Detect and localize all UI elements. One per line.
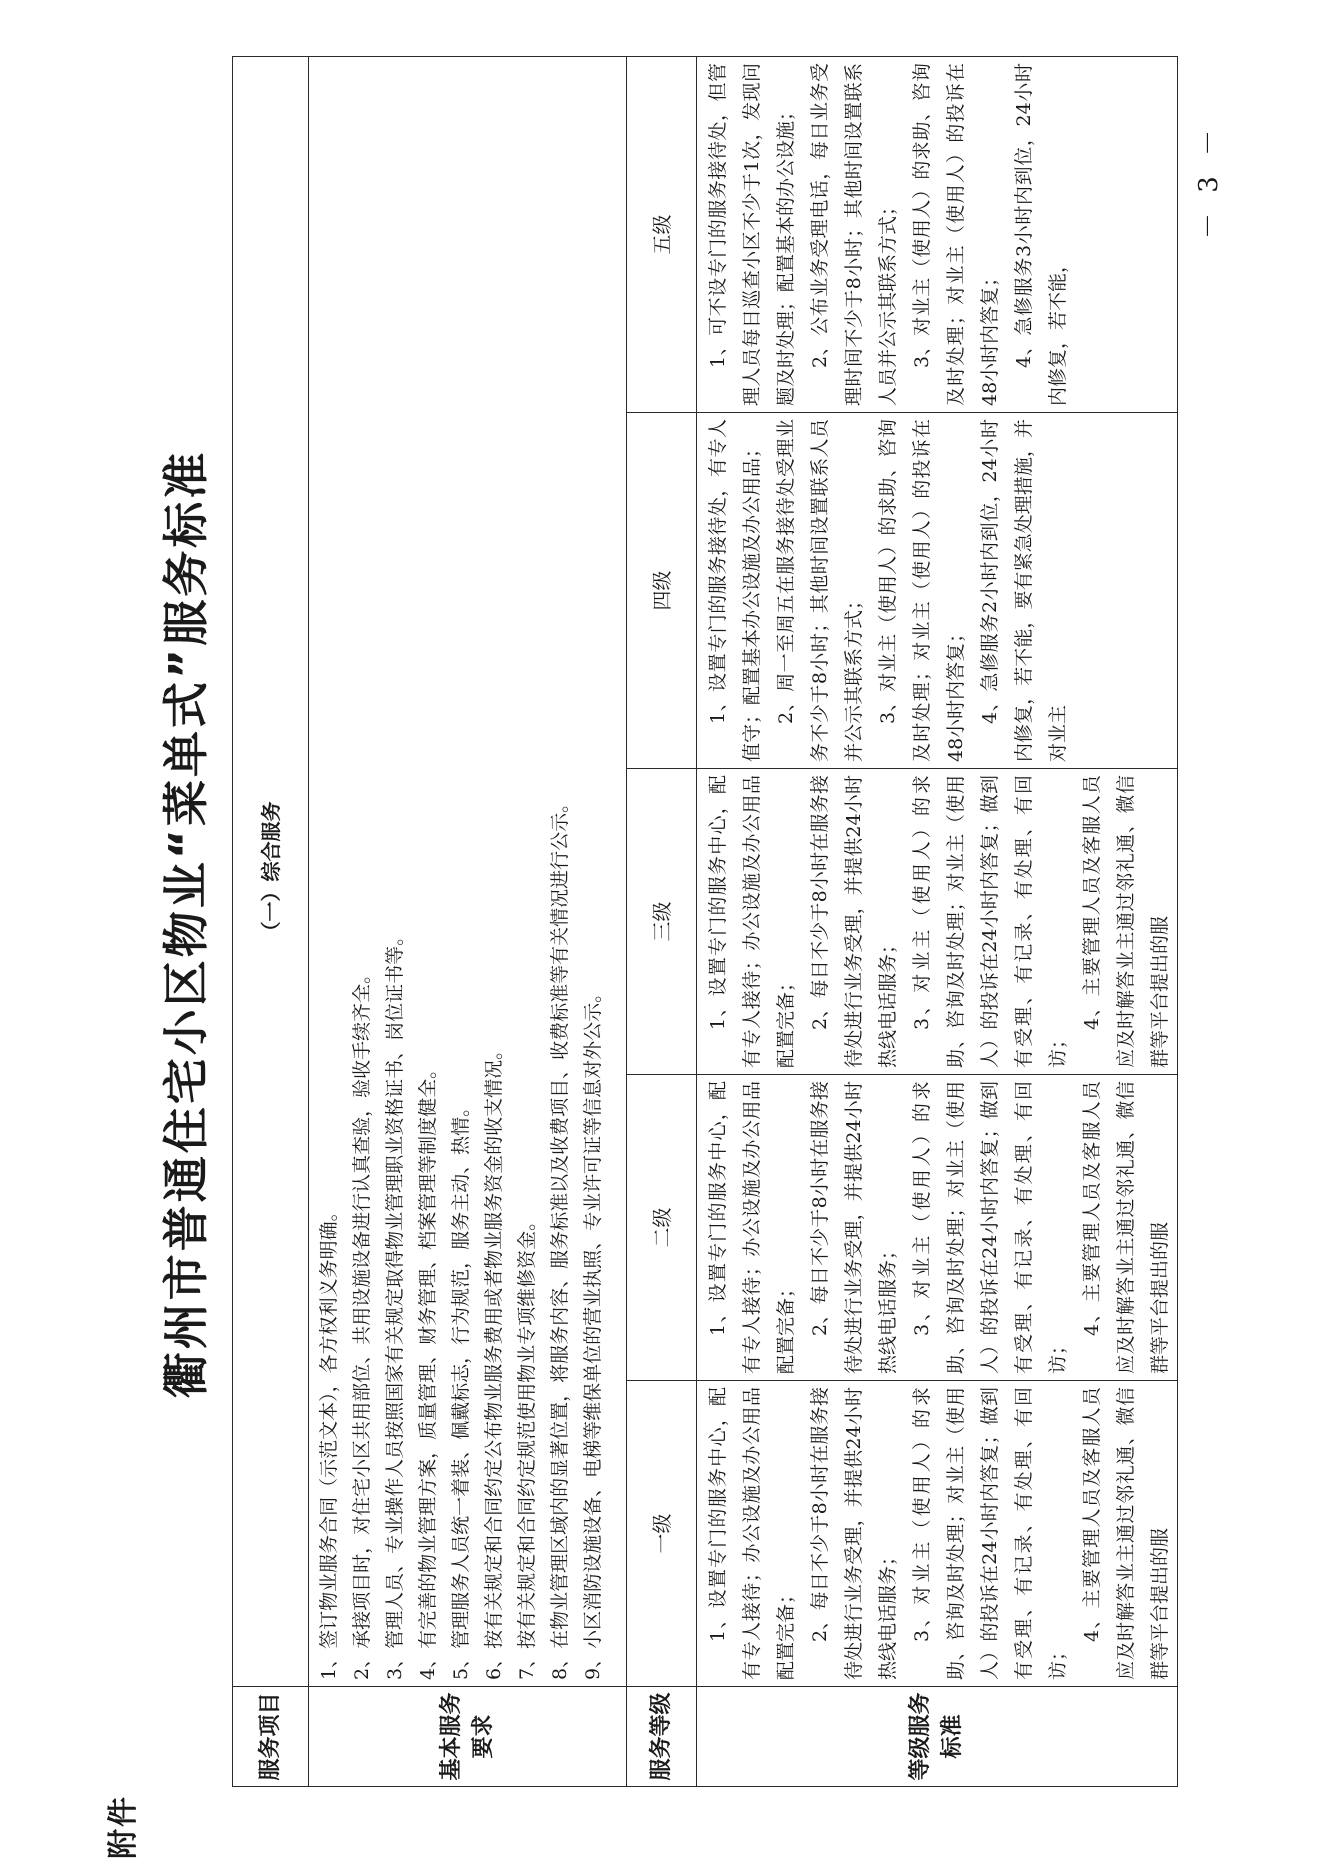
standard-paragraph: 3、对业主（使用人）的求助、咨询及时处理；对业主（使用人）的投诉在48小时内答复；	[877, 419, 967, 762]
page-title: 衢州市普通住宅小区物业“菜单式”服务标准	[159, 449, 213, 1399]
level-1-header: 一级	[627, 1381, 697, 1687]
section-header-row	[233, 56, 309, 1786]
basic-item: 7、按有关规定和合同约定规范使用物业专项维修资金。	[516, 1211, 538, 1680]
attachment-label: 附件	[106, 1795, 141, 1859]
standard-paragraph: 3、对业主（使用人）的求助、咨询及时处理；对业主（使用人）的投诉在24小时内答复；做到有受理、有记录、有处理、有回访；	[911, 1387, 1069, 1680]
level-3-content	[697, 769, 1178, 1075]
standard-paragraph: 4、主要管理人员及客服人员应及时解答业主通过邻礼通、微信群等平台提出的服	[1081, 1081, 1171, 1374]
basic-item: 8、在物业管理区域内的显著位置，将服务内容、服务标准以及收费项目、收费标准等有关情况进行公示。	[549, 793, 571, 1680]
standard-paragraph: 3、对业主（使用人）的求助、咨询及时处理；对业主（使用人）的投诉在24小时内答复；做到有受理、有记录、有处理、有回访；	[911, 775, 1069, 1068]
standard-paragraph: 4、急修服务3小时内到位，24小时内修复，若不能，	[1013, 62, 1069, 406]
standard-label-cell: 等级服务标准	[697, 1687, 1178, 1787]
basic-item: 3、管理人员、专业操作人员按照国家有关规定取得物业管理职业资格证书、岗位证书等。	[384, 926, 406, 1680]
level-1-content	[697, 1381, 1178, 1687]
standard-paragraph: 2、每日不少于8小时在服务接待处进行业务受理，并提供24小时热线电话服务；	[809, 1387, 899, 1680]
item-label-cell: 服务项目	[233, 1687, 309, 1787]
level-5-content	[697, 56, 1178, 412]
service-standard-table	[232, 56, 1178, 1787]
standard-paragraph: 4、主要管理人员及客服人员应及时解答业主通过邻礼通、微信群等平台提出的服	[1081, 1387, 1171, 1680]
section-title-cell: （一）综合服务	[233, 56, 309, 1686]
standard-paragraph: 1、设置专门的服务中心，配有专人接待；办公设施及办公用品配置完备；	[707, 775, 797, 1068]
basic-requirements-row	[309, 56, 627, 1786]
standard-paragraph: 1、可不设专门的服务接待处，但管理人员每日巡查小区不少于1次，发现问题及时处理；配置基本的办公设施；	[707, 62, 797, 406]
level-4-header: 四级	[627, 413, 697, 769]
standard-paragraph: 2、每日不少于8小时在服务接待处进行业务受理，并提供24小时热线电话服务；	[809, 1081, 899, 1374]
grade-label-cell: 服务等级	[627, 1687, 697, 1787]
standard-paragraph: 2、每日不少于8小时在服务接待处进行业务受理，并提供24小时热线电话服务；	[809, 775, 899, 1068]
level-3-header: 三级	[627, 769, 697, 1075]
standard-paragraph: 4、急修服务2小时内到位，24小时内修复，若不能，要有紧急处理措施，并对业主	[979, 419, 1069, 762]
basic-item: 4、有完善的物业管理方案，质量管理、财务管理、档案管理等制度健全。	[417, 1059, 439, 1680]
standard-paragraph: 4、主要管理人员及客服人员应及时解答业主通过邻礼通、微信群等平台提出的服	[1081, 775, 1171, 1068]
standard-paragraph: 3、对业主（使用人）的求助、咨询及时处理；对业主（使用人）的投诉在24小时内答复；做到有受理、有记录、有处理、有回访；	[911, 1081, 1069, 1374]
basic-label-cell: 基本服务要求	[309, 1687, 627, 1787]
level-2-content	[697, 1075, 1178, 1381]
standard-paragraph: 3、对业主（使用人）的求助、咨询及时处理；对业主（使用人）的投诉在48小时内答复；	[911, 62, 1001, 406]
basic-item: 1、签订物业服务合同（示范文本），各方权利义务明确。	[318, 1202, 340, 1680]
level-2-header: 二级	[627, 1075, 697, 1381]
level-4-content	[697, 413, 1178, 769]
basic-item: 6、按有关规定和合同约定公布物业服务费用或者物业服务资金的收支情况。	[483, 1040, 505, 1680]
basic-items-cell	[309, 56, 627, 1686]
basic-item: 9、小区消防设施设备、电梯等维保单位的营业执照、专业许可证等信息对外公示。	[582, 983, 604, 1680]
standard-paragraph: 2、周一至周五在服务接待处受理业务不少于8小时；其他时间设置联系人员并公示其联系方式；	[775, 419, 865, 762]
basic-item: 5、管理服务人员统一着装、佩戴标志，行为规范，服务主动、热情。	[450, 1097, 472, 1680]
standard-paragraph: 2、公布业务受理电话，每日业务受理时间不少于8小时；其他时间设置联系人员并公示其联系方式；	[809, 62, 899, 406]
standard-paragraph: 1、设置专门的服务中心，配有专人接待；办公设施及办公用品配置完备；	[707, 1081, 797, 1374]
level-5-header: 五级	[627, 56, 697, 412]
grade-header-row	[627, 56, 697, 1786]
basic-item: 2、承接项目时，对住宅小区共用部位、共用设施设备进行认真查验，验收手续齐全。	[351, 964, 373, 1680]
standard-paragraph: 1、设置专门的服务接待处，有专人值守；配置基本办公设施及办公用品；	[707, 419, 763, 762]
standard-paragraph: 1、设置专门的服务中心，配有专人接待；办公设施及办公用品配置完备；	[707, 1387, 797, 1680]
page-number: － 3 －	[1194, 123, 1224, 239]
standard-content-row	[697, 56, 1178, 1786]
